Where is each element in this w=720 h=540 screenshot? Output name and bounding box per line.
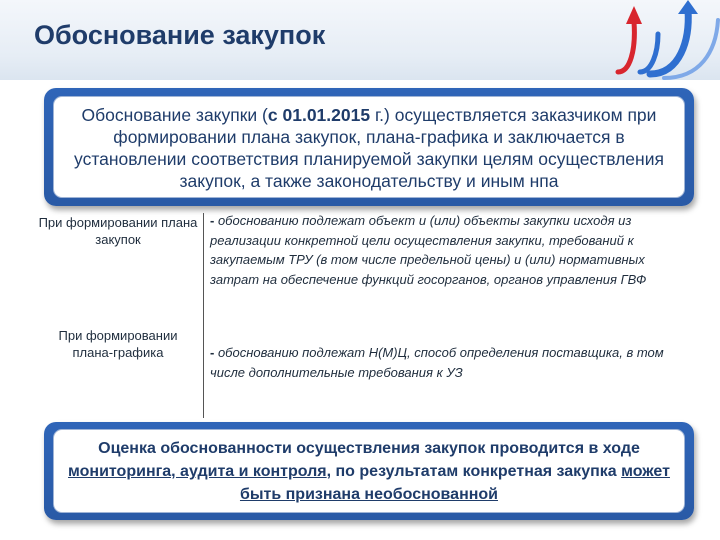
conclusion-underlined-1: мониторинга, аудита и контроля xyxy=(68,463,327,480)
row-label-schedule: При формировании плана-графика xyxy=(58,328,178,360)
row-label-plan: При формировании плана закупок xyxy=(38,215,198,247)
row-text: обоснованию подлежат Н(М)Ц, способ определения поставщика, в том числе дополнительные требования к УЗ xyxy=(210,345,664,380)
row-description-schedule xyxy=(210,343,690,382)
logo-arrow-icon xyxy=(590,0,720,80)
conclusion-box xyxy=(44,422,694,520)
header-band xyxy=(0,0,720,80)
intro-text xyxy=(53,96,685,198)
conclusion-part2: , по результатам конкретная закупка xyxy=(326,463,622,480)
row-description-plan xyxy=(210,211,690,289)
dash-mark: - xyxy=(210,345,215,360)
conclusion-text xyxy=(53,429,685,513)
divider-line xyxy=(203,213,204,418)
conclusion-underlined-2: может быть признана необоснованной xyxy=(239,463,670,503)
intro-suffix: г.) осуществляется заказчиком при формировании плана закупок, плана-графика и заключается в установлении соответствия планируемой закупки целям осуществления закупок, а также законодательству и иным нпа xyxy=(74,105,664,191)
intro-prefix: Обоснование закупки ( xyxy=(81,105,268,125)
intro-box xyxy=(44,88,694,206)
row-text: обоснованию подлежат объект и (или) объекты закупки исходя из реализации конкретной цели осуществления закупки, требований к закупаемым ТРУ (в том числе предельной цены) и (или) нормативных затрат на обеспечение функций госорганов, органов управления ГВФ xyxy=(210,213,647,287)
conclusion-part1: Оценка обоснованности осуществления закупок проводится в ходе xyxy=(98,440,640,457)
page-title: Обоснование закупок xyxy=(34,20,326,50)
dash-mark: - xyxy=(210,213,215,228)
intro-date: с 01.01.2015 xyxy=(267,105,371,125)
